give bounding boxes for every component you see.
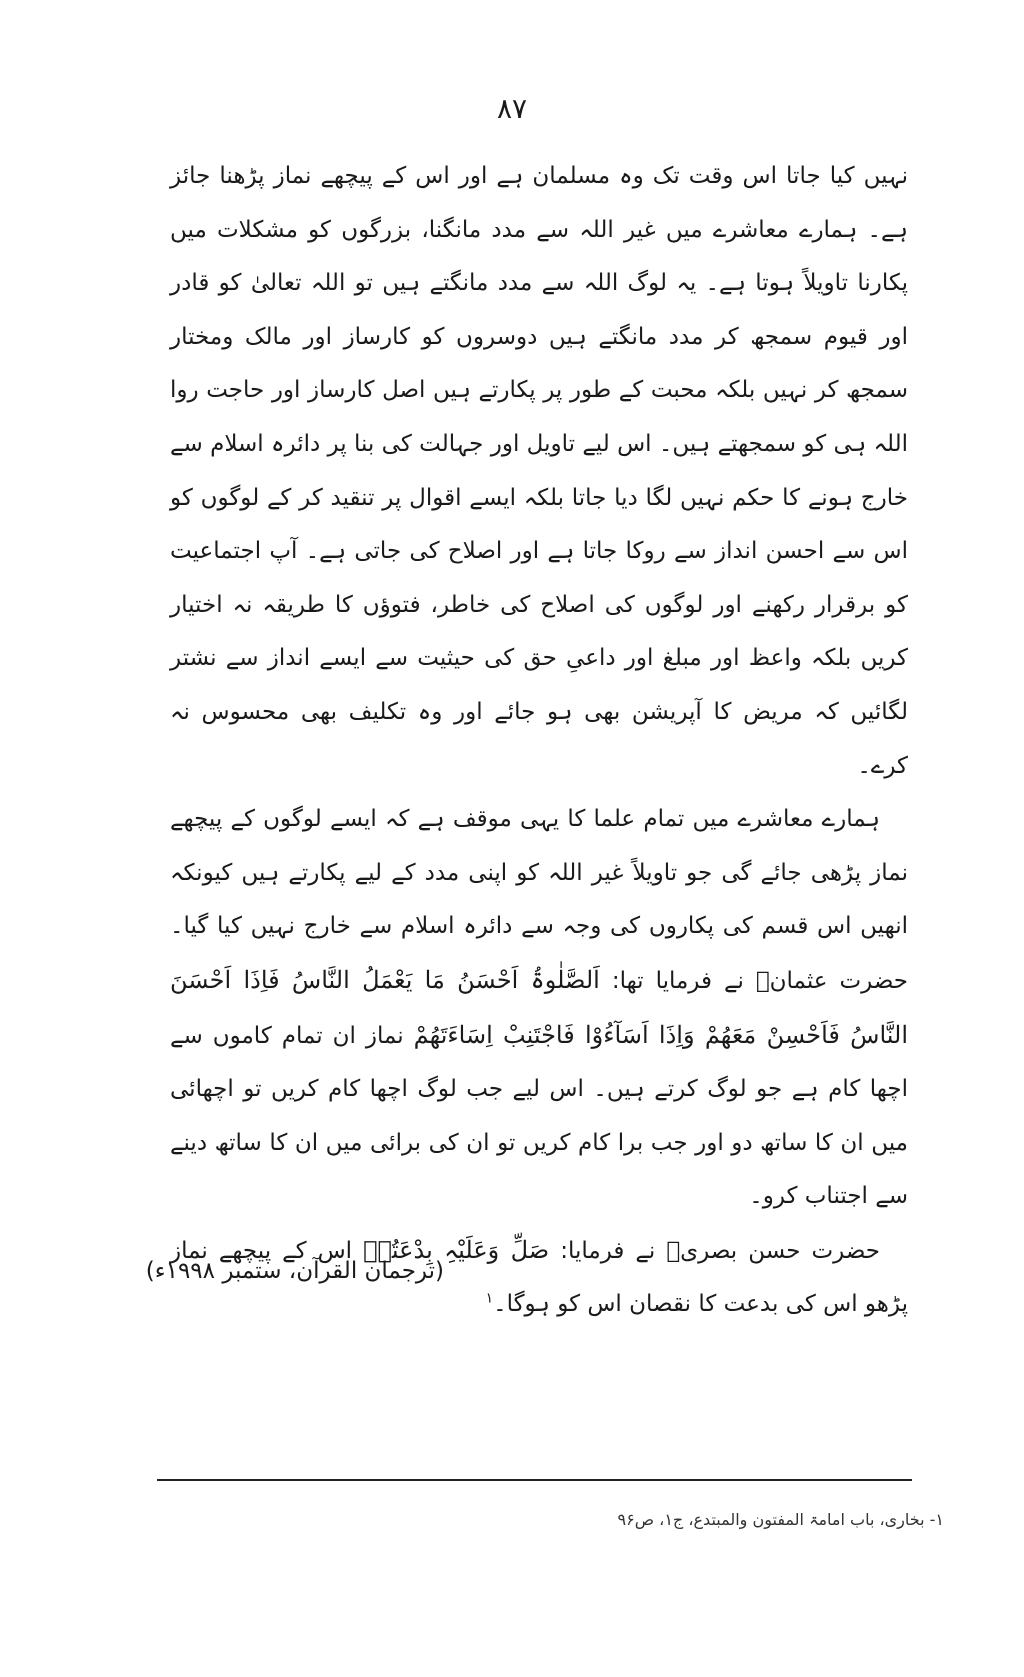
footnote-divider bbox=[157, 1479, 912, 1481]
paragraph-1: نہیں کیا جاتا اس وقت تک وہ مسلمان ہے اور اس کے پیچھے نماز پڑھنا جائز ہے۔ ہمارے معاشرے میں غیر اللہ سے مدد مانگنا، بزرگوں کو مشکلات میں پکارنا تاویلاً ہوتا ہے۔ یہ لوگ اللہ سے مدد مانگتے ہیں تو اللہ تعالیٰ کو قادر اور قیوم سمجھ کر مدد مانگتے ہیں دوسروں کو کارساز اور مالک ومختار سمجھ کر نہیں بلکہ محبت کے طور پر پکارتے ہیں اصل کارساز اور حاجت روا اللہ ہی کو سمجھتے ہیں۔ اس لیے تاویل اور جہالت کی بنا پر دائرہ اسلام سے خارج ہونے کا حکم نہیں لگا دیا جاتا بلکہ ایسے اقوال پر تنقید کر کے لوگوں کو اس سے احسن انداز سے روکا جاتا ہے اور اصلاح کی جاتی ہے۔ آپ اجتماعیت کو برقرار رکھنے اور لوگوں کی اصلاح کی خاطر، فتوؤں کا طریقہ نہ اختیار کریں بلکہ واعظ اور مبلغ اور داعیِ حق کی حیثیت سے ایسے انداز سے نشتر لگائیں کہ مریض کا آپریشن بھی ہو جائے اور وہ تکلیف بھی محسوس نہ کرے۔ bbox=[170, 163, 908, 779]
page-number: ۸۷ bbox=[496, 92, 528, 125]
paragraph-2 bbox=[170, 793, 908, 1224]
footnote-marker: ۱ bbox=[485, 1290, 494, 1307]
source-citation: (ترجمان القرآن، ستمبر ۱۹۹۸ء) bbox=[145, 1258, 444, 1284]
footnote: ۱- بخاری، باب امامۃ المفتون والمبتدع، ج۱، ص۹۶ bbox=[617, 1510, 944, 1529]
paragraph-2-text-after: نماز ان تمام کاموں سے اچھا کام ہے جو لوگ کرتے ہیں۔ اس لیے جب لوگ اچھا کام کریں تو اچھائی میں ان کا ساتھ دو اور جب برا کام کریں تو ان کی برائی میں ان کا ساتھ دینے سے اجتناب کرو۔ bbox=[170, 1022, 908, 1210]
paragraph-3-text-after: اس کے پیچھے نماز پڑھو اس کی بدعت کا نقصان اس کو ہوگا۔ bbox=[170, 1237, 908, 1318]
paragraph-2-text-before: ہمارے معاشرے میں تمام علما کا یہی موقف ہے کہ ایسے لوگوں کے پیچھے نماز پڑھی جائے گی جو تاویلاً غیر اللہ کو اپنی مدد کے لیے پکارتے ہیں کیونکہ انھیں اس قسم کی پکاروں کی وجہ سے دائرہ اسلام سے خارج نہیں کیا گیا۔ حضرت عثمانؓ نے فرمایا تھا: bbox=[170, 806, 908, 994]
arabic-quote-hazrat-usman: اَلصَّلٰوۃُ اَحْسَنُ مَا یَعْمَلُ النَّاسُ فَاِذَا اَحْسَنَ النَّاسُ فَاَحْسِنْ مَعَھُمْ وَاِذَا اَسَآءُوْا فَاجْتَنِبْ اِسَاءَتَھُمْ bbox=[170, 965, 908, 1049]
arabic-quote-hasan-basri: صَلِّ وَعَلَیْہِ بِدْعَتُہٗ bbox=[363, 1235, 550, 1264]
paragraph-3-text-before: حضرت حسن بصریؒ نے فرمایا: bbox=[549, 1237, 880, 1264]
body-text bbox=[170, 150, 908, 1332]
